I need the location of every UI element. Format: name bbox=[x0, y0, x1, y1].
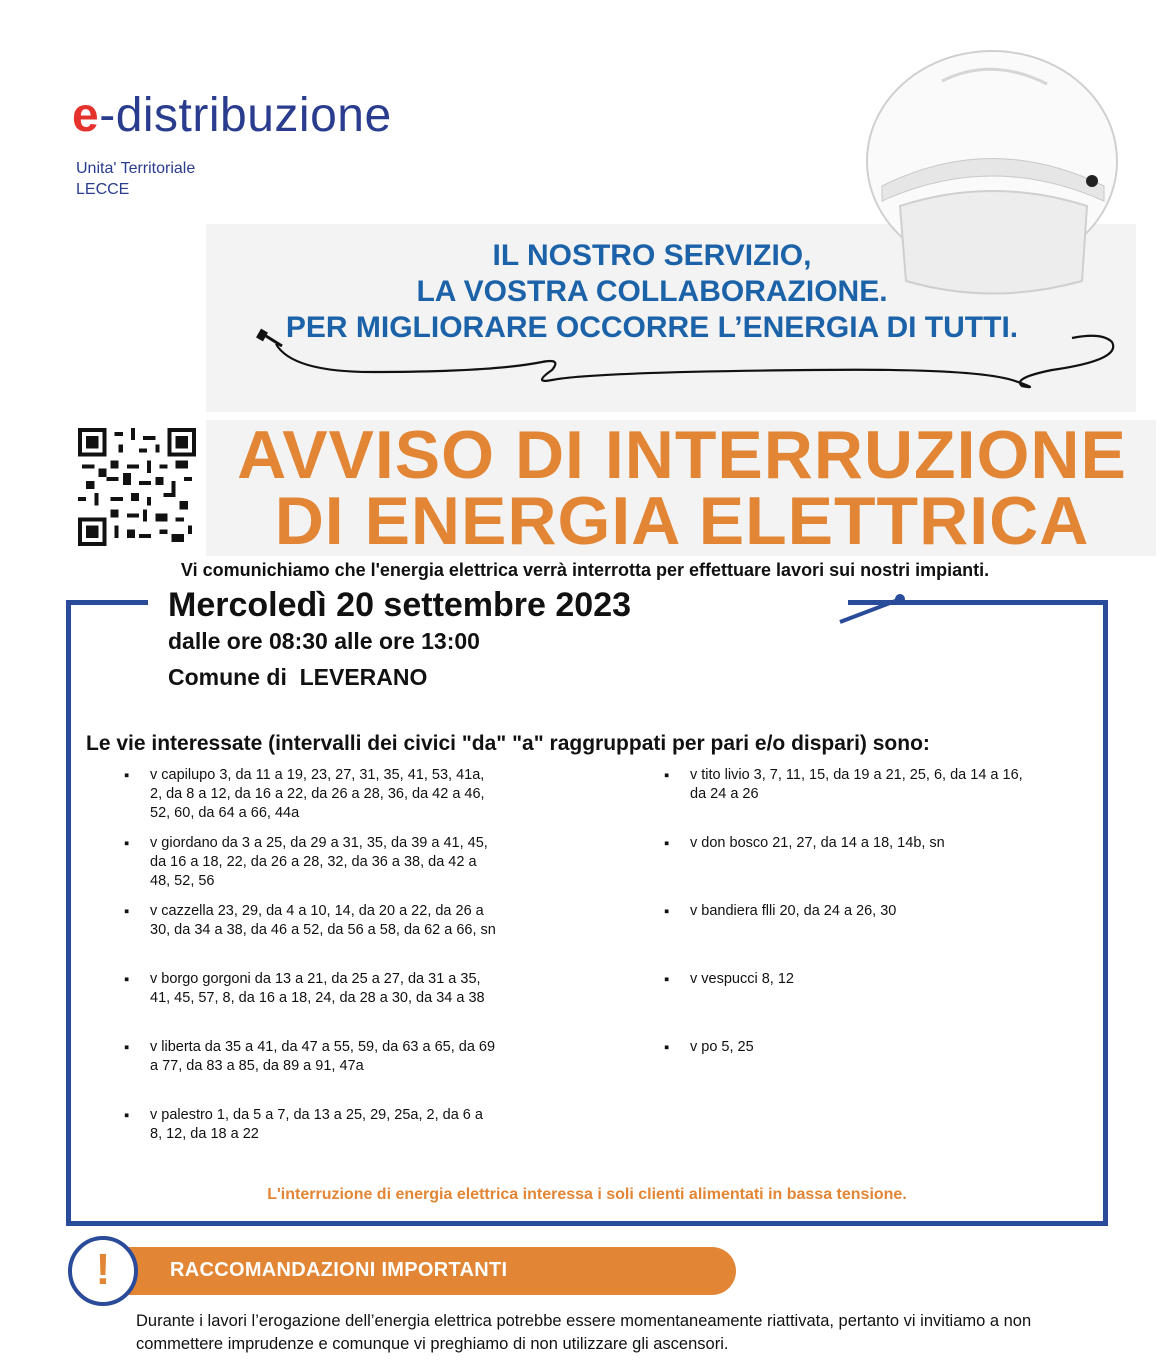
street-line: a 77, da 83 a 85, da 89 a 91, 47a bbox=[150, 1058, 364, 1074]
street-line: v liberta da 35 a 41, da 47 a 55, 59, da 63 a 65, da 69 bbox=[150, 1039, 496, 1055]
street-item bbox=[124, 970, 485, 1008]
bullet-icon: ▪ bbox=[124, 971, 130, 988]
street-line: v tito livio 3, 7, 11, 15, da 19 a 21, 25, 6, da 14 a 16, bbox=[690, 767, 1023, 783]
street-item bbox=[124, 902, 496, 940]
street-item bbox=[664, 970, 794, 989]
street-item bbox=[124, 1038, 496, 1076]
outage-date: Mercoledì 20 settembre 2023 bbox=[168, 586, 632, 624]
bullet-icon: ▪ bbox=[124, 1107, 130, 1124]
low-voltage-note: L'interruzione di energia elettrica interessa i soli clienti alimentati in bassa tensione. bbox=[267, 1186, 907, 1203]
street-line: 2, da 8 a 12, da 16 a 22, da 26 a 28, 36, da 42 a 46, bbox=[150, 786, 485, 802]
logo-e-mark: e bbox=[72, 89, 100, 142]
street-item bbox=[124, 1106, 483, 1144]
street-item bbox=[124, 834, 488, 891]
slogan-line-2: LA VOSTRA COLLABORAZIONE. bbox=[416, 275, 888, 308]
bullet-icon: ▪ bbox=[664, 1039, 670, 1056]
street-item bbox=[124, 766, 485, 823]
unit-label: Unita' Territoriale bbox=[76, 160, 196, 177]
bullet-icon: ▪ bbox=[124, 903, 130, 920]
bullet-icon: ▪ bbox=[664, 835, 670, 852]
street-line: v borgo gorgoni da 13 a 21, da 25 a 27, da 31 a 35, bbox=[150, 971, 481, 987]
street-line: 41, 45, 57, 8, da 16 a 18, 24, da 28 a 30, da 34 a 38 bbox=[150, 990, 485, 1006]
street-item bbox=[664, 1038, 754, 1057]
street-line: 8, 12, da 18 a 22 bbox=[150, 1126, 259, 1142]
street-item bbox=[664, 902, 897, 921]
slogan-line-1: IL NOSTRO SERVIZIO, bbox=[492, 239, 812, 272]
notice-title-line-1: AVVISO DI INTERRUZIONE bbox=[237, 417, 1127, 493]
territorial-unit bbox=[76, 158, 195, 200]
recommendations-title: RACCOMANDAZIONI IMPORTANTI bbox=[170, 1259, 508, 1281]
slogan-line-3: PER MIGLIORARE OCCORRE L’ENERGIA DI TUTTI. bbox=[285, 311, 1019, 344]
street-line: 30, da 34 a 38, da 46 a 52, da 56 a 58, da 62 a 66, sn bbox=[150, 922, 496, 938]
bullet-icon: ▪ bbox=[124, 1039, 130, 1056]
street-line: v vespucci 8, 12 bbox=[690, 971, 794, 987]
streets-heading: Le vie interessate (intervalli dei civici "da" "a" raggruppati per pari e/o dispari) sono: bbox=[86, 732, 930, 755]
street-line: v capilupo 3, da 11 a 19, 23, 27, 31, 35, 41, 53, 41a, bbox=[150, 767, 485, 783]
street-item bbox=[664, 766, 1023, 804]
street-line: v bandiera flli 20, da 24 a 26, 30 bbox=[690, 903, 897, 919]
bullet-icon: ▪ bbox=[664, 903, 670, 920]
notice-title bbox=[212, 417, 1152, 559]
bullet-icon: ▪ bbox=[664, 767, 670, 784]
warning-icon: ! bbox=[68, 1236, 138, 1306]
street-line: 48, 52, 56 bbox=[150, 873, 215, 889]
bullet-icon: ▪ bbox=[124, 767, 130, 784]
street-item bbox=[664, 834, 945, 853]
plug-cable-icon bbox=[252, 322, 1132, 402]
bullet-icon: ▪ bbox=[124, 835, 130, 852]
frame-accent-icon bbox=[836, 592, 916, 628]
company-logo bbox=[72, 89, 392, 142]
street-line: v giordano da 3 a 25, da 29 a 31, 35, da 39 a 41, 45, bbox=[150, 835, 488, 851]
bullet-icon: ▪ bbox=[664, 971, 670, 988]
street-line: da 16 a 18, 22, da 26 a 28, 32, da 36 a 38, da 42 a bbox=[150, 854, 477, 870]
street-line: v po 5, 25 bbox=[690, 1039, 754, 1055]
street-line: da 24 a 26 bbox=[690, 786, 759, 802]
street-line: 52, 60, da 64 a 66, 44a bbox=[150, 805, 300, 821]
logo-text: -distribuzione bbox=[99, 89, 392, 142]
notice-title-line-2: DI ENERGIA ELETTRICA bbox=[274, 483, 1090, 559]
unit-city: LECCE bbox=[76, 181, 130, 198]
street-line: v cazzella 23, 29, da 4 a 10, 14, da 20 a 22, da 26 a bbox=[150, 903, 484, 919]
street-line: v palestro 1, da 5 a 7, da 13 a 25, 29, 25a, 2, da 6 a bbox=[150, 1107, 483, 1123]
qr-code bbox=[78, 428, 196, 546]
street-line: v don bosco 21, 27, da 14 a 18, 14b, sn bbox=[690, 835, 945, 851]
intro-text: Vi comunichiamo che l'energia elettrica verrà interrotta per effettuare lavori sui nostri impianti. bbox=[180, 560, 990, 580]
outage-hours: dalle ore 08:30 alle ore 13:00 bbox=[168, 628, 480, 654]
outage-comune: Comune di LEVERANO bbox=[168, 664, 428, 690]
recommendations-text: Durante i lavori l’erogazione dell’energia elettrica potrebbe essere momentaneamente riattivata, pertanto vi invitiamo a non commettere imprudenze e comunque vi preghiamo di non utilizzare gli ascensori. bbox=[136, 1312, 1032, 1353]
